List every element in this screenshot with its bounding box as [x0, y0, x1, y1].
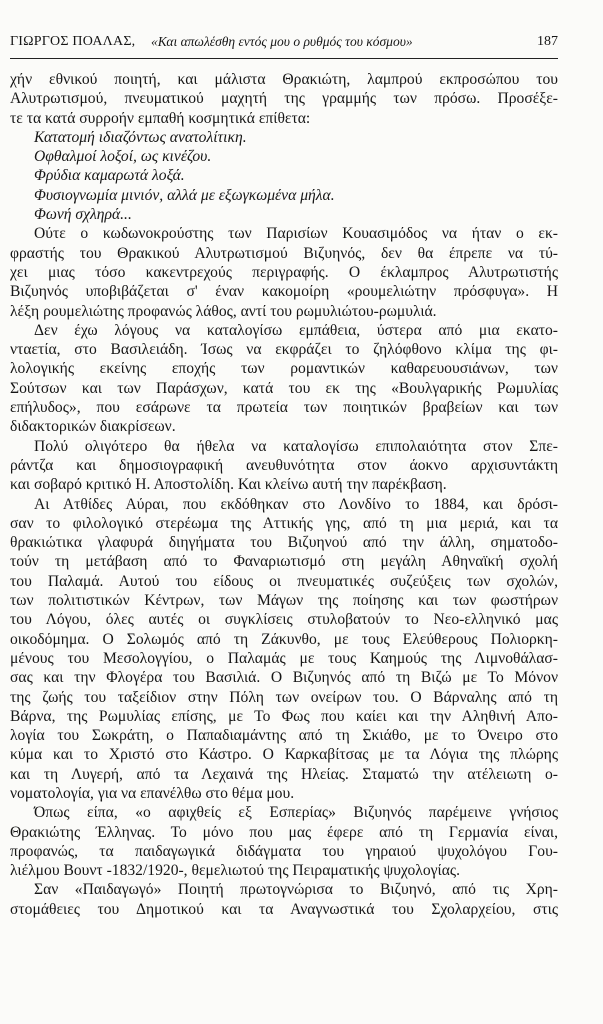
text-line: τούν τη μετάβαση από το Φαναριωτισμό στη μεγάλη Αθηναϊκή σχολή: [10, 553, 558, 571]
quoted-verse-line: Φυσιογνωμία μινιόν, αλλά με εξωγκωμένα μήλα.: [34, 186, 335, 204]
text-line: νοματολογία, για να επανέλθω στο θέμα μου.: [10, 784, 295, 802]
running-head-title: «Και απωλέσθη εντός μου ο ρυθμός του κόσμου»: [151, 34, 413, 49]
text-line: σαν το φιλολογικό στερέωμα της Αττικής γης, από τη μια μεριά, και τα: [10, 514, 558, 532]
text-line: μένους του Μεσολογγίου, ο Παλαμάς με τους Καημούς της Λιμνοθάλασ-: [10, 649, 558, 667]
running-head: [10, 34, 558, 56]
text-line: Όπως είπα, «ο αφιχθείς εξ Εσπερίας» Βιζυηνός παρέμεινε γνήσιος: [34, 804, 558, 822]
quoted-verse-line: Οφθαλμοί λοξοί, ως κινέζου.: [34, 148, 212, 166]
text-line: χει μιας τόσο κακεντρεχούς περιγραφής. Ο έκλαμπρος Αλυτρωτιστής: [10, 263, 558, 281]
header-rule: [10, 58, 558, 59]
text-line: λέξη ρουμελιώτης προφανώς λάθος, αντί του ρωμυλιώτου-ρωμυλιά.: [10, 302, 437, 320]
text-line: τε τα κατά συρροήν εμπαθή κοσμητικά επίθετα:: [10, 109, 311, 127]
text-line: της ζωής του ταξείδιον στην Πόλη των ονείρων του. Ο Βάρναλης από τη: [10, 688, 558, 706]
text-line: στομάθειες του Δημοτικού και τα Αναγνωστικά του Σχολαρχείου, στις: [10, 900, 558, 918]
text-line: σας και την Φλογέρα του Βασιλιά. Ο Βιζυηνός από τη Βιζώ με Το Μόνον: [10, 669, 558, 687]
text-line: επήλυδος», που εσάρωνε τα πρωτεία των ποιητικών βραβείων και των: [10, 399, 558, 417]
quoted-verse-line: Φωνή σχληρά...: [34, 206, 132, 224]
text-line: και τη Λυγερή, από τα Λεχαινά της Ηλείας. Σταματώ την ατέλειωτη ο-: [10, 765, 558, 783]
text-line: φραστής του Θρακικού Αλυτρωτισμού Βιζυηνός, δεν θα έπρεπε να τύ-: [10, 244, 558, 262]
text-line: λολογικής εκείνης εποχής των ρομαντικών καθαρευουσιάνων, των: [10, 360, 558, 378]
text-line: οικοδόμημα. Ο Σολωμός από τη Ζάκυνθο, με τους Ελεύθερους Πολιορκη-: [10, 630, 558, 648]
text-line: προφανώς, τα παιδαγωγικά διδάγματα του γηραιού ψυχολόγου Γου-: [10, 842, 558, 860]
text-line: Θρακιώτης Έλληνας. Το μόνο που μας έφερε από τη Γερμανία είναι,: [10, 823, 558, 841]
page-number: 187: [537, 34, 558, 49]
text-line: ράντζα και δημοσιογραφική ανευθυνότητα στον άοκνο αρχισυντάκτη: [10, 456, 558, 474]
text-line: νταετία, στο Βασιλειάδη. Ίσως να εκφράζει το ζηλόφθονο κλίμα της φι-: [10, 341, 558, 359]
text-line: Δεν έχω λόγους να καταλογίσω εμπάθεια, ύστερα από μια εκατο-: [34, 321, 558, 339]
text-line: λιέλμου Βουντ -1832/1920-, θεμελιωτού της Πειραματικής ψυχολογίας.: [10, 862, 460, 880]
text-line: θρακιώτικα γλαφυρά διηγήματα του Βιζυηνού από την άλλη, σηματοδο-: [10, 534, 558, 552]
text-line: των πολιτιστικών Κέντρων, των Μάγων της ποίησης και των φωστήρων: [10, 592, 558, 610]
text-line: Αι Ατθίδες Αύραι, που εκδόθηκαν στο Λονδίνο το 1884, και δρόσι-: [34, 495, 558, 513]
text-line: Βιζυηνός υποβιβάζεται σ' έναν κακομοίρη «ρουμελιώτην πρόσφυγα». Η: [10, 283, 558, 301]
text-line: και σοβαρό κριτικό Η. Αποστολίδη. Και κλείνω αυτή την παρέκβαση.: [10, 476, 447, 494]
text-line: Πολύ ολιγότερο θα ήθελα να καταλογίσω επιπολαιότητα στον Σπε-: [34, 437, 558, 455]
text-line: του Παλαμά. Αυτού του είδους οι πνευματικές συζεύξεις των σχολών,: [10, 572, 558, 590]
text-line: χήν εθνικού ποιητή, και μάλιστα Θρακιώτη, λαμπρού εκπροσώπου του: [10, 71, 558, 88]
quoted-verse-line: Φρύδια καμαρωτά λοξά.: [34, 167, 185, 185]
text-line: Αλυτρωτισμού, πνευματικού μαχητή της γραμμής των πρόσω. Προσέξε-: [10, 90, 558, 108]
running-head-author: ΓΙΩΡΓΟΣ ΠΟΑΛΑΣ,: [10, 34, 136, 49]
body-text: [10, 70, 558, 919]
text-line: Ούτε ο κωδωνοκρούστης των Παρισίων Κουασιμόδος να ήταν ο εκ-: [34, 225, 558, 243]
text-line: κύμα και το Χριστό στο Κάστρο. Ο Καρκαβίτσας με τα Λόγια της πλώρης: [10, 746, 558, 764]
text-line: λογία του Σωκράτη, ο Παπαδιαμάντης από τη Σκιάθο, με το Όνειρο στο: [10, 727, 558, 745]
text-line: διδακτορικών διακρίσεων.: [10, 418, 176, 436]
text-line: Σούτσων και των Παράσχων, κατά του εκ της «Βουλγαρικής Ρωμυλίας: [10, 379, 558, 397]
text-line: του Λόγου, όλες αυτές οι συγκλίσεις στυλοβατούν το Νεο-ελληνικό μας: [10, 611, 558, 629]
quoted-verse-line: Κατατομή ιδιαζόντως ανατολίτικη.: [34, 128, 247, 146]
text-line: Σαν «Παιδαγωγό» Ποιητή πρωτογνώρισα το Βιζυηνό, από τις Χρη-: [34, 881, 558, 899]
text-line: Βάρνα, της Ρωμυλίας επίσης, με Το Φως που καίει και την Αληθινή Απο-: [10, 707, 558, 725]
